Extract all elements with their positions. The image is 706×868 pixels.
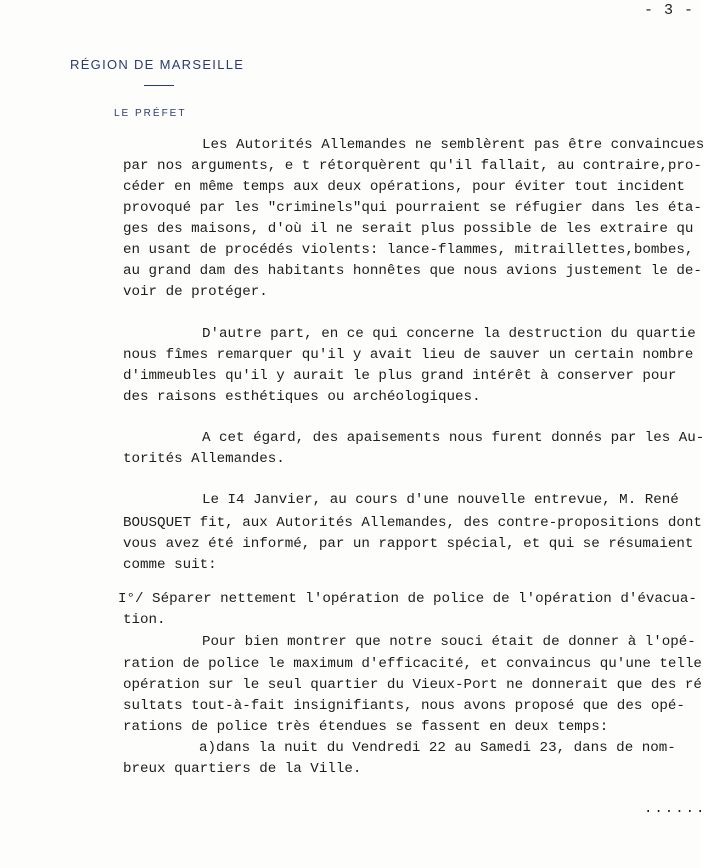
text-line: rations de police très étendues se fassent en deux temps: [123,719,609,735]
text-line: au grand dam des habitants honnêtes que nous avions justement le de- [123,263,702,279]
text-line: BOUSQUET fit, aux Autorités Allemandes, des contre-propositions dont [123,515,702,531]
text-line: en usant de procédés violents: lance-flammes, mitraillettes,bombes, [123,242,694,258]
text-line: ration de police le maximum d'efficacité, et convaincus qu'une telle [123,656,702,672]
text-line: céder en même temps aux deux opérations, pour éviter tout incident [123,179,685,195]
text-line: Les Autorités Allemandes ne semblèrent pas être convaincues [202,137,705,153]
continuation-dots: ...... [644,801,706,817]
text-line: des raisons esthétiques ou archéologiques. [123,389,481,405]
text-line: breux quartiers de la Ville. [123,761,362,777]
text-line: Pour bien montrer que notre souci était de donner à l'opé- [202,634,696,650]
text-line: voir de protéger. [123,284,268,300]
text-line: D'autre part, en ce qui concerne la destruction du quartie [202,326,696,342]
text-line: a)dans la nuit du Vendredi 22 au Samedi 23, dans de nom- [199,740,676,756]
page-number: - 3 - [644,2,695,19]
text-line: Le I4 Janvier, au cours d'une nouvelle entrevue, M. René [202,492,679,508]
text-line: tion. [123,612,166,628]
letterhead-office: LE PRÉFET [114,108,187,119]
text-line: opération sur le seul quartier du Vieux-Port ne donnerait que des ré [123,677,702,693]
text-line: comme suit: [123,557,217,573]
text-line: I°/ Séparer nettement l'opération de police de l'opération d'évacua- [118,591,697,607]
text-line: ges des maisons, d'où il ne serait plus possible de les extraire qu [123,221,694,237]
text-line: provoqué par les "criminels"qui pourraient se réfugier dans les éta- [123,200,702,216]
text-line: vous avez été informé, par un rapport spécial, et qui se résumaient [123,536,694,552]
text-line: A cet égard, des apaisements nous furent donnés par les Au- [202,430,705,446]
text-line: torités Allemandes. [123,451,285,467]
letterhead-region: RÉGION DE MARSEILLE [70,57,245,72]
text-line: sultats tout-à-fait insignifiants, nous avons proposé que des opé- [123,698,685,714]
text-line: d'immeubles qu'il y aurait le plus grand intérêt à conserver pour [123,368,677,384]
text-line: nous fîmes remarquer qu'il y avait lieu de sauver un certain nombre [123,347,694,363]
text-line: par nos arguments, e t rétorquèrent qu'il fallait, au contraire,pro- [123,158,702,174]
